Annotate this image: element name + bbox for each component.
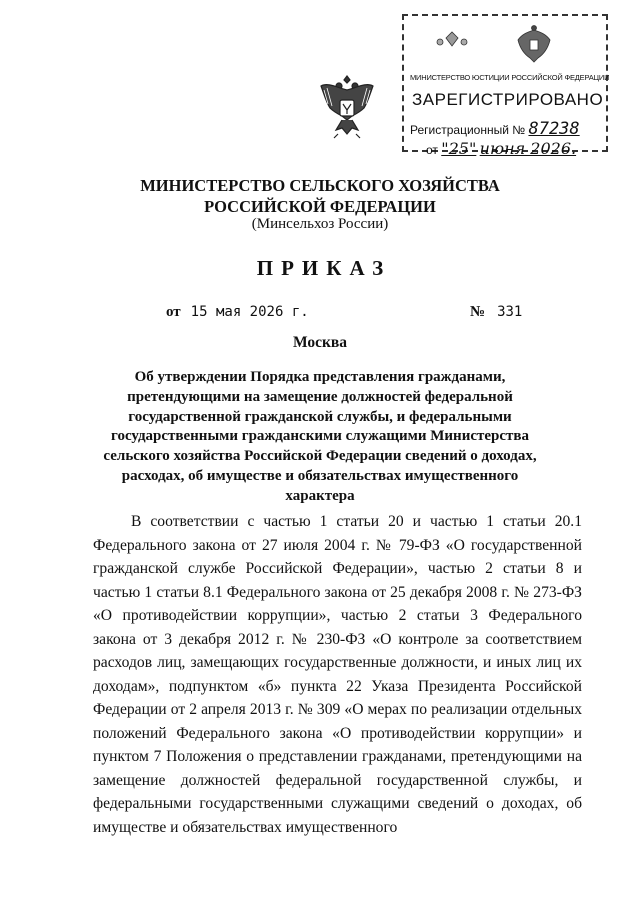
order-number-prefix: №: [470, 304, 486, 320]
order-number-value: 331: [497, 304, 523, 320]
document-type: ПРИКАЗ: [256, 256, 392, 280]
ministry-line-1: МИНИСТЕРСТВО СЕЛЬСКОГО ХОЗЯЙСТВА: [140, 176, 500, 195]
order-date-prefix: от: [166, 304, 181, 320]
coat-of-arms-emblem: [318, 72, 376, 142]
stamp-date-day: "25": [441, 139, 477, 158]
order-subject: Об утверждении Порядка представления гражданами, претендующими на замещение должностей федеральной государственной гражданской службы, и федеральными государственными гражданскими служащими Министерства сельского хозяйства Российской Федерации сведений о доходах, расходах, об имуществе и обязательствах имущественного характера: [103, 369, 537, 504]
registration-stamp: [402, 14, 610, 158]
ministry-short-name: (Минсельхоз России): [251, 216, 389, 232]
stamp-reg-line: [410, 119, 580, 139]
stamp-reg-number: 87238: [528, 119, 580, 139]
stamp-status: ЗАРЕГИСТРИРОВАНО: [412, 90, 604, 109]
stamp-date-rest: июня 2026.: [479, 139, 577, 158]
stamp-date-line: [426, 139, 576, 158]
stamp-emblems: [424, 24, 594, 68]
body-text: [93, 510, 582, 839]
order-date-value: 15 мая 2026 г.: [190, 304, 309, 320]
order-date: [166, 304, 309, 321]
body-paragraph: В соответствии с частью 1 статьи 20 и частью 1 статьи 20.1 Федерального закона от 27 июля 2004 г. № 79-ФЗ «О государственной гражданской службе Российской Федерации», частью 2 статьи 8 и частью 1 статьи 8.1 Федерального закона от 25 декабря 2008 г. № 273-ФЗ «О противодействии коррупции», частью 2 статьи 3 Федерального закона от 3 декабря 2012 г. № 230-ФЗ «О контроле за соответствием расходов лиц, замещающих государственные должности, и иных лиц их доходам», подпунктом «б» пункта 22 Указа Президента Российской Федерации от 2 апреля 2013 г. № 309 «О мерах по реализации отдельных положений Федерального закона «О противодействии коррупции» и пунктом 7 Положения о представлении гражданами, претендующими на замещение должностей федеральной государственной службы, и федеральными государственными служащими сведений о доходах, об имуществе и обязательствах имущественного: [93, 513, 582, 836]
stamp-reg-label: Регистрационный №: [410, 123, 526, 137]
order-number: [470, 304, 522, 321]
city: Москва: [292, 334, 348, 351]
ministry-line-2: РОССИЙСКОЙ ФЕДЕРАЦИИ: [204, 197, 436, 216]
stamp-date-prefix: от: [426, 143, 438, 157]
ministry-name: [0, 175, 640, 217]
stamp-ministry: МИНИСТЕРСТВО ЮСТИЦИИ РОССИЙСКОЙ ФЕДЕРАЦИИ: [410, 73, 610, 82]
